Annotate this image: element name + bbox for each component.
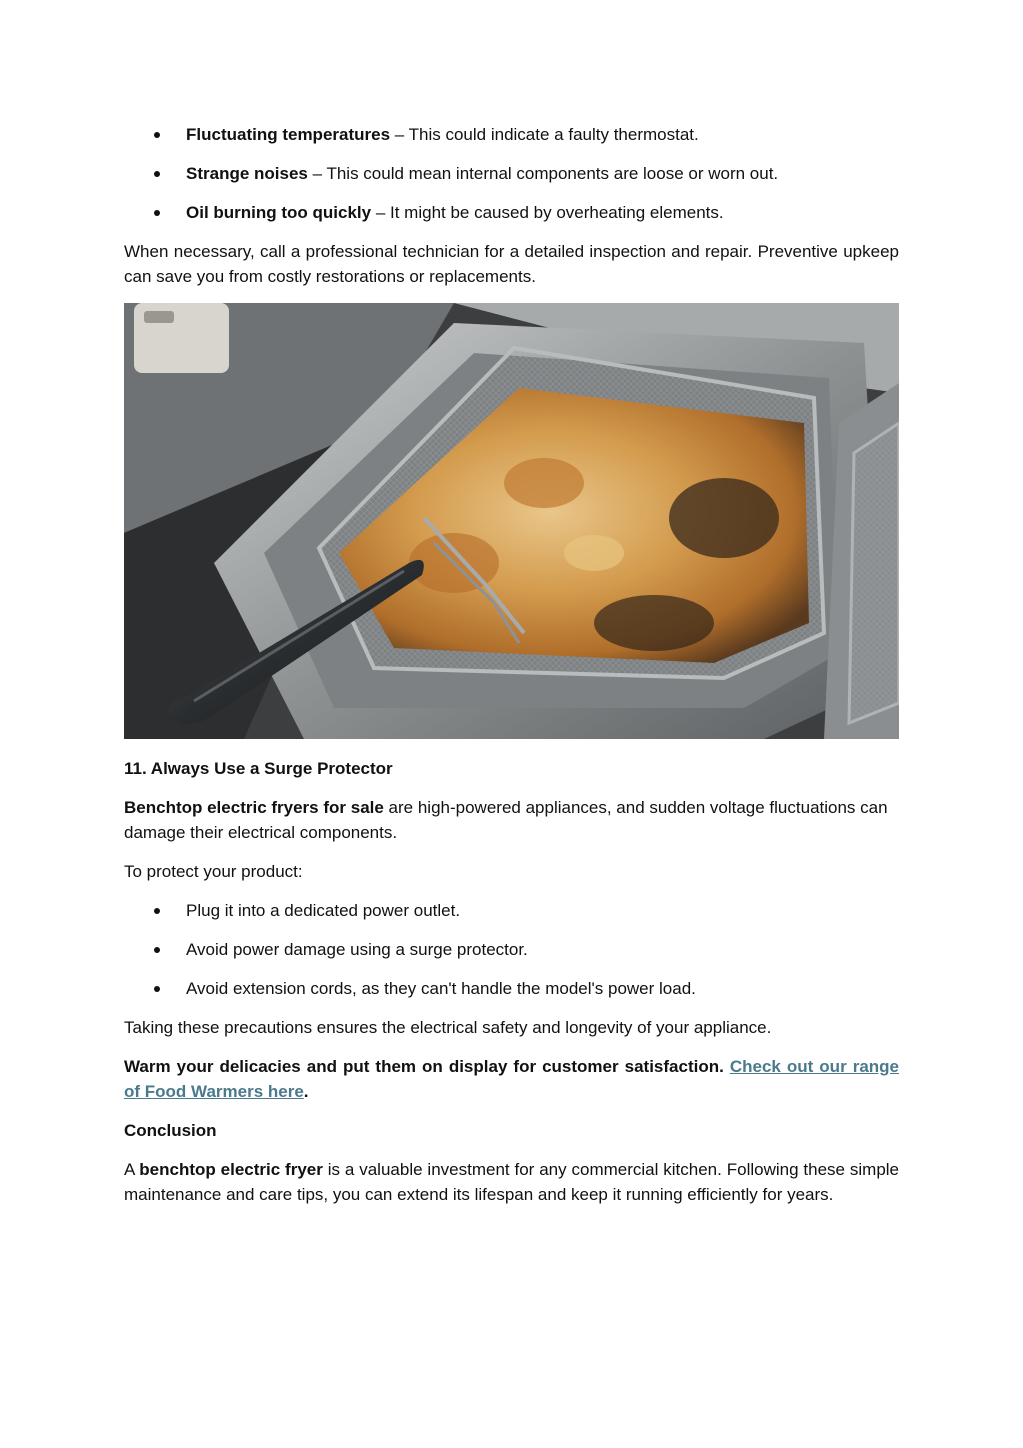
- list-item-text: – It might be caused by overheating elements.: [371, 203, 724, 222]
- conclusion-lead: A: [124, 1160, 140, 1179]
- list-item-bold: Oil burning too quickly: [186, 203, 372, 222]
- conclusion-paragraph: [124, 1157, 899, 1207]
- list-item: [124, 937, 899, 962]
- list-item-text: Plug it into a dedicated power outlet.: [186, 901, 461, 920]
- list-item: [124, 200, 899, 225]
- technician-paragraph: When necessary, call a professional technician for a detailed inspection and repair. Preventive upkeep can save you from costly restorations or replacements.: [124, 242, 899, 286]
- protect-intro: To protect your product:: [124, 862, 303, 881]
- list-item: [124, 122, 899, 147]
- list-item: [124, 161, 899, 186]
- conclusion-text: is a valuable investment for any commercial kitchen. Following these simple maintenance and care tips, you can extend its lifespan and keep it running efficiently for years.: [124, 1160, 900, 1204]
- list-item-text: – This could indicate a faulty thermostat.: [390, 125, 699, 144]
- food-warmers-link[interactable]: Check out our range of Food Warmers here: [124, 1057, 899, 1101]
- list-item: [124, 898, 899, 923]
- list-item-text: – This could mean internal components are loose or worn out.: [307, 164, 779, 183]
- bullet-icon: [154, 908, 160, 914]
- bullet-icon: [154, 132, 160, 138]
- conclusion-heading: Conclusion: [124, 1121, 217, 1140]
- surge-paragraph-bold: Benchtop electric fryers for sale: [124, 798, 384, 817]
- protect-list: [124, 898, 899, 1001]
- precautions-paragraph: Taking these precautions ensures the electrical safety and longevity of your appliance.: [124, 1018, 772, 1037]
- section-heading: 11. Always Use a Surge Protector: [124, 759, 393, 778]
- bullet-icon: [154, 210, 160, 216]
- conclusion-bold: benchtop electric fryer: [139, 1160, 323, 1179]
- list-item-bold: Strange noises: [186, 164, 308, 183]
- fryer-photo: [124, 303, 899, 739]
- list-item-text: Avoid extension cords, as they can't handle the model's power load.: [186, 979, 696, 998]
- bullet-icon: [154, 171, 160, 177]
- document-page: [124, 122, 899, 1207]
- surge-paragraph-text: are high-powered appliances, and sudden voltage fluctuations can damage their electrical components.: [124, 798, 888, 842]
- bullet-icon: [154, 986, 160, 992]
- list-item-text: Avoid power damage using a surge protector.: [186, 940, 528, 959]
- surge-paragraph: [124, 795, 899, 845]
- promo-period: .: [303, 1082, 309, 1101]
- bullet-icon: [154, 947, 160, 953]
- list-item-bold: Fluctuating temperatures: [186, 125, 391, 144]
- promo-bold: Warm your delicacies and put them on display for customer satisfaction.: [124, 1057, 730, 1076]
- symptom-list: [124, 122, 899, 225]
- promo-paragraph: [124, 1054, 899, 1104]
- list-item: [124, 976, 899, 1001]
